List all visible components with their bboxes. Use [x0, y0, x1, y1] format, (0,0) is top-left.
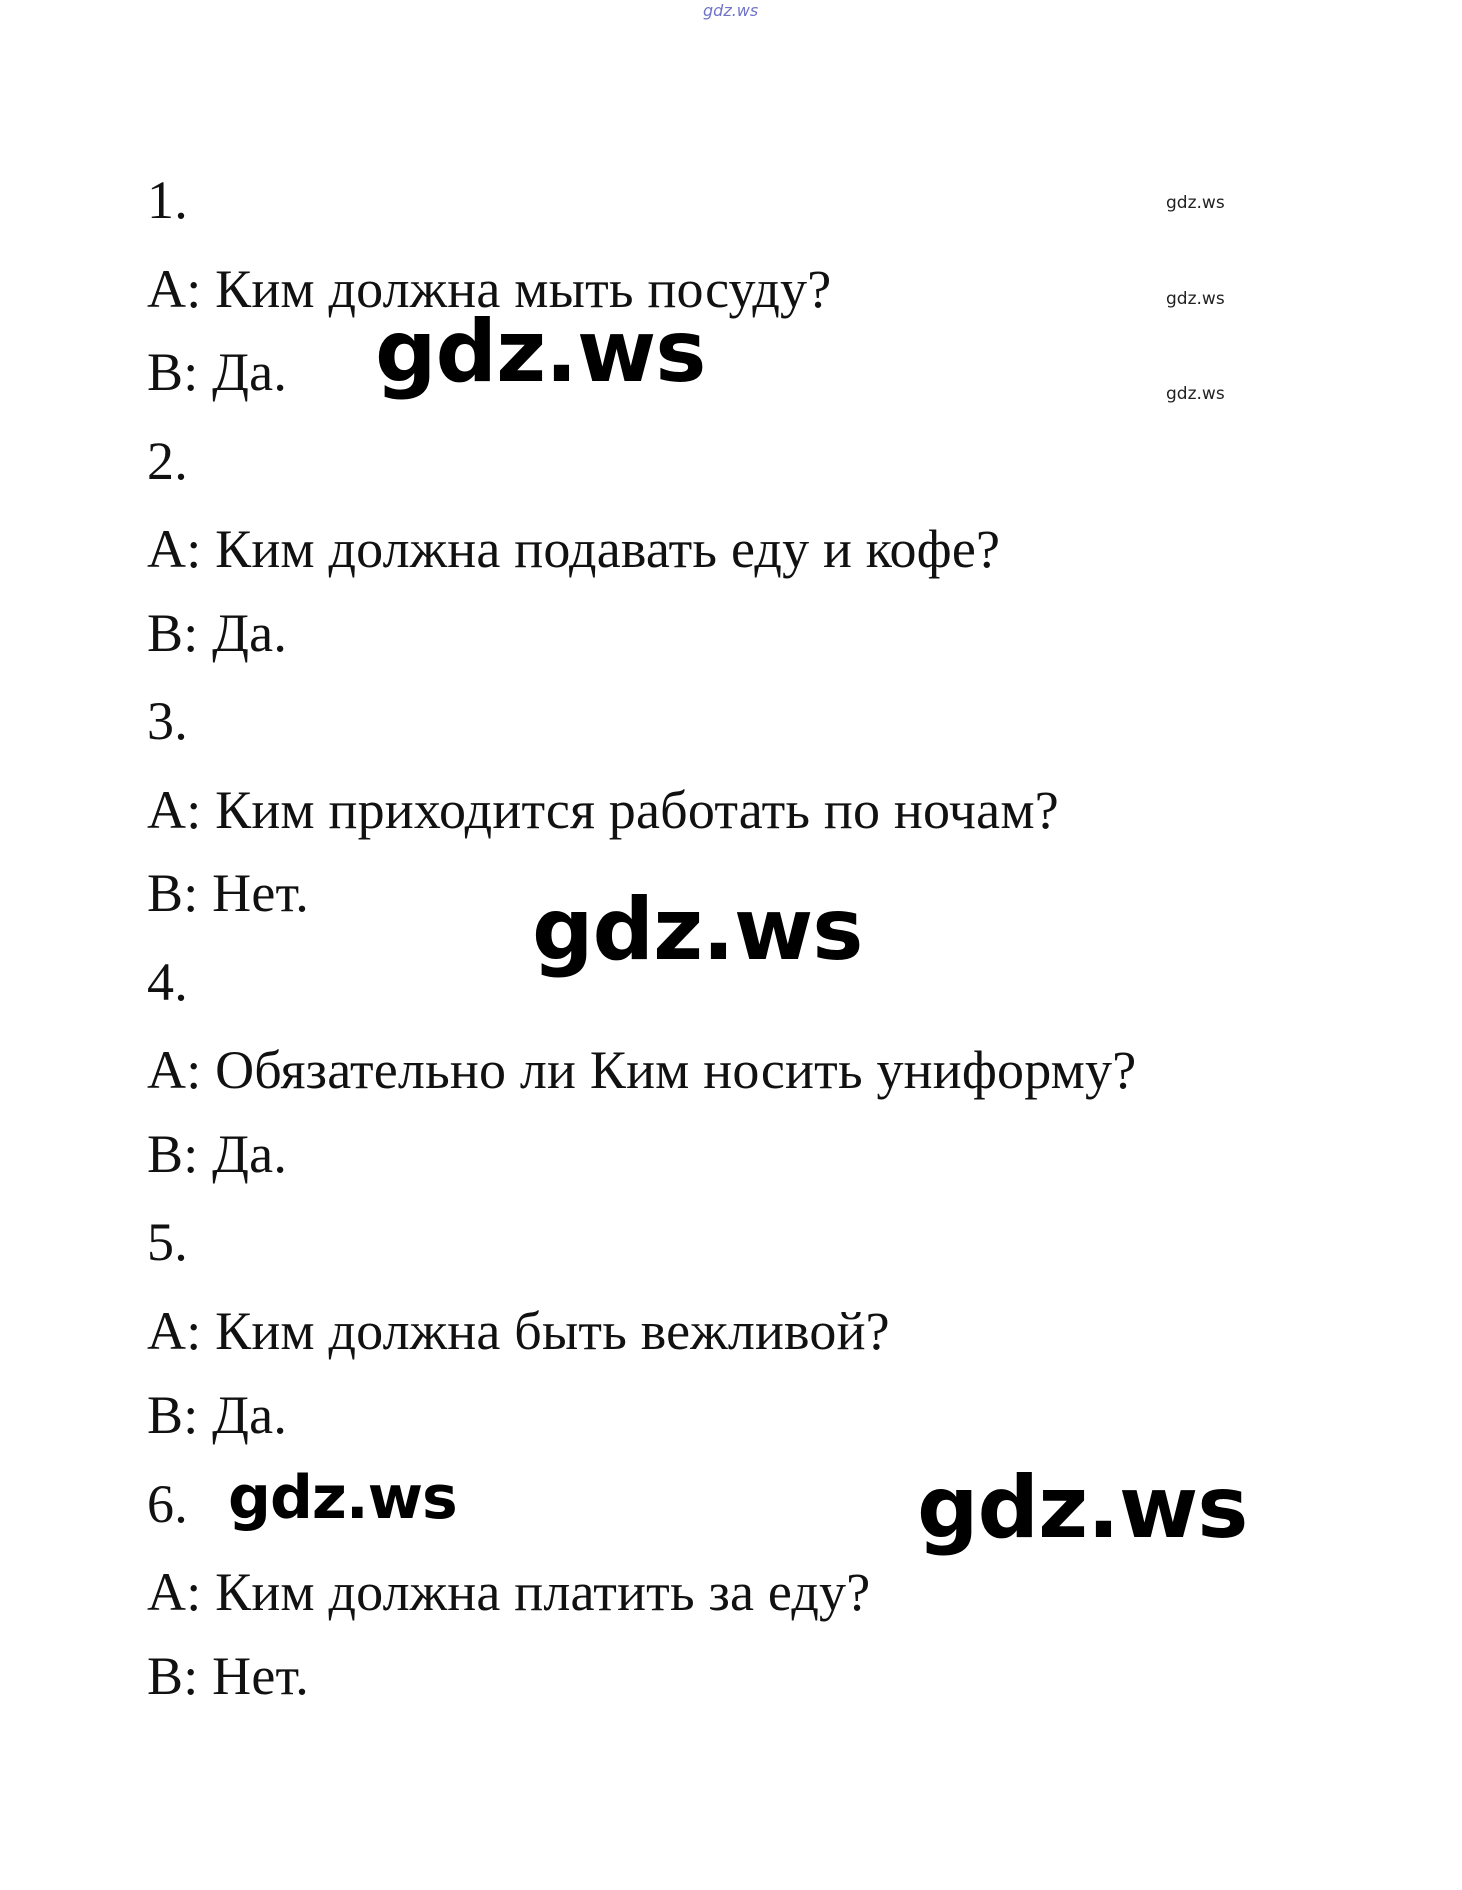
- watermark-small: gdz.ws: [1166, 289, 1225, 309]
- watermark-large: gdz.ws: [532, 880, 863, 980]
- item-answer: B: Да.: [147, 342, 288, 402]
- item-question: A: Обязательно ли Ким носить униформу?: [147, 1040, 1137, 1100]
- item-answer: B: Нет.: [147, 863, 309, 923]
- item-question: A: Ким должна быть вежливой?: [147, 1301, 890, 1361]
- watermark-large: gdz.ws: [375, 302, 706, 402]
- watermark-medium: gdz.ws: [228, 1463, 457, 1533]
- watermark-top: gdz.ws: [703, 1, 759, 20]
- item-number: 1.: [147, 170, 188, 230]
- item-answer: B: Да.: [147, 1124, 288, 1184]
- item-number: 5.: [147, 1212, 188, 1272]
- watermark-small: gdz.ws: [1166, 193, 1225, 213]
- watermark-small: gdz.ws: [1166, 384, 1225, 404]
- item-number: 3.: [147, 691, 188, 751]
- item-answer: B: Нет.: [147, 1646, 309, 1706]
- watermark-large: gdz.ws: [917, 1458, 1248, 1558]
- item-answer: B: Да.: [147, 1385, 288, 1445]
- item-question: A: Ким должна мыть посуду?: [147, 259, 832, 319]
- item-question: A: Ким должна подавать еду и кофе?: [147, 519, 1001, 579]
- item-question: A: Ким должна платить за еду?: [147, 1562, 871, 1622]
- item-number: 4.: [147, 952, 188, 1012]
- item-number: 2.: [147, 431, 188, 491]
- item-question: A: Ким приходится работать по ночам?: [147, 780, 1059, 840]
- item-answer: B: Да.: [147, 603, 288, 663]
- item-number: 6.: [147, 1474, 188, 1534]
